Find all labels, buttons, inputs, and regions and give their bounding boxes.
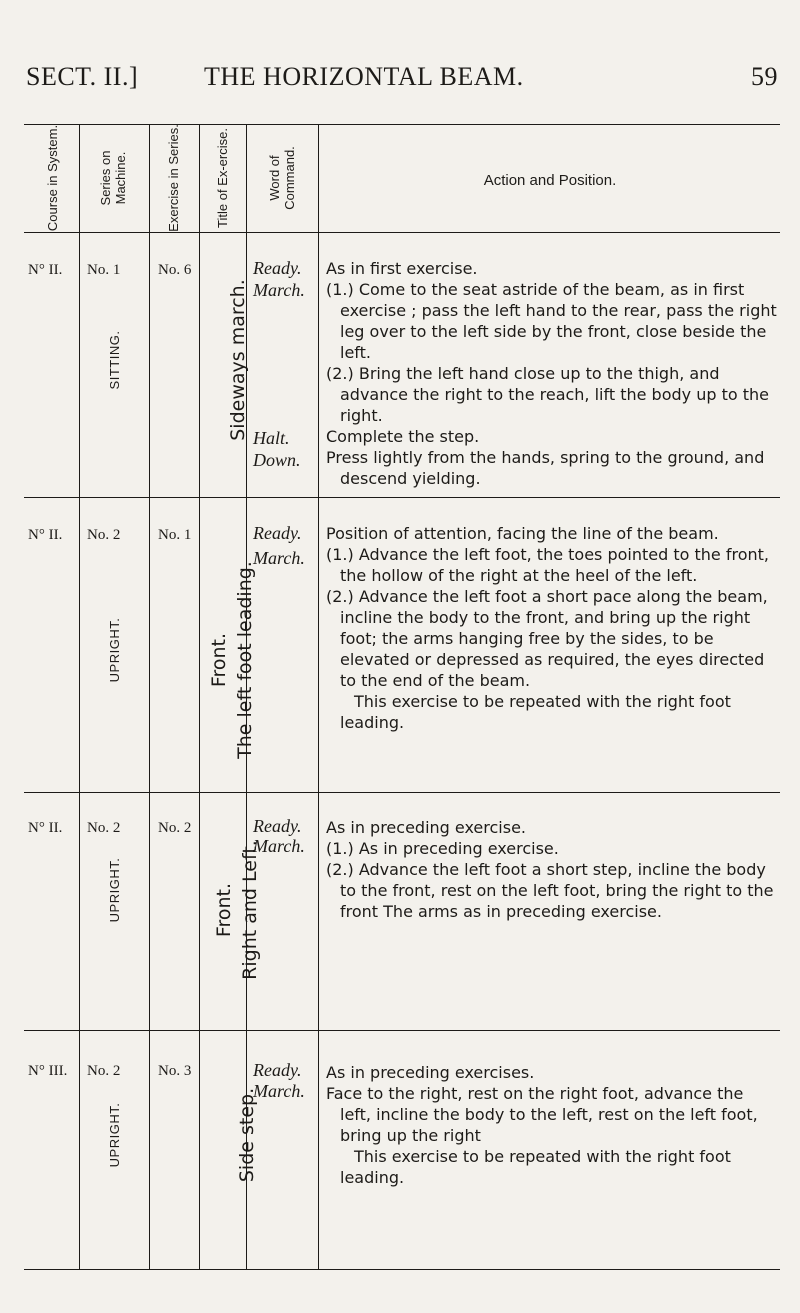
col-divider-3 bbox=[199, 124, 200, 1269]
command-word: March. bbox=[253, 1081, 305, 1101]
page-title: THE HORIZONTAL BEAM. bbox=[204, 62, 524, 91]
series-number: No. 2 bbox=[87, 1063, 121, 1079]
command-word: Ready. bbox=[253, 523, 302, 543]
col-divider-5 bbox=[318, 124, 319, 1269]
header-exercise: Exercise in Series. bbox=[165, 124, 181, 232]
table-bottom-rule bbox=[24, 1269, 780, 1270]
action-line: As in preceding exercises. bbox=[326, 1063, 535, 1082]
series-number: No. 2 bbox=[87, 820, 121, 836]
exercise-title-line: The left foot leading. bbox=[234, 561, 256, 759]
action-line: Complete the step. bbox=[326, 427, 480, 446]
exercise-title bbox=[202, 560, 262, 760]
command-word: Ready. bbox=[253, 258, 302, 278]
header-bottom-rule bbox=[24, 232, 780, 233]
action-line: Position of attention, facing the line of the beam. bbox=[326, 524, 719, 543]
command-word: Ready. bbox=[253, 816, 302, 836]
exercise-title-line: Right and Left. bbox=[239, 840, 261, 980]
action-text bbox=[326, 1062, 778, 1188]
action-line: As in first exercise. bbox=[326, 259, 478, 278]
exercise-title-line: Front. bbox=[208, 632, 230, 688]
series-name: UPRIGHT. bbox=[106, 1102, 122, 1168]
action-line: (1.) As in preceding exercise. bbox=[326, 839, 559, 858]
header-command: Word of Command. bbox=[267, 146, 297, 210]
command-word: March. bbox=[253, 836, 305, 856]
header-course: Course in System. bbox=[44, 124, 60, 232]
series-name: UPRIGHT. bbox=[106, 857, 122, 923]
course-cell: N° II. bbox=[28, 820, 63, 836]
command-word: March. bbox=[253, 280, 305, 300]
exercise-number: No. 6 bbox=[158, 262, 192, 278]
action-text bbox=[326, 523, 778, 733]
action-text bbox=[326, 258, 778, 489]
series-name: UPRIGHT. bbox=[106, 617, 122, 683]
header-series: Series on Machine. bbox=[98, 150, 128, 206]
section-label: SECT. II.] bbox=[26, 62, 139, 91]
course-cell: N° III. bbox=[28, 1063, 68, 1079]
exercise-number: No. 2 bbox=[158, 820, 192, 836]
command-word: Halt. bbox=[253, 428, 290, 448]
action-line: (2.) Advance the left foot a short pace along the beam, incline the body to the front, and bring up the right foot; the arms hanging free by the sides, to be elevated or depressed as required, the eyes directed to the end of the beam. bbox=[326, 587, 768, 690]
action-line: As in preceding exercise. bbox=[326, 818, 527, 837]
exercise-title bbox=[207, 840, 267, 980]
exercise-number: No. 3 bbox=[158, 1063, 192, 1079]
page-number: 59 bbox=[751, 62, 778, 91]
header-action: Action and Position. bbox=[483, 172, 617, 189]
command-word: March. bbox=[253, 548, 305, 568]
series-number: No. 1 bbox=[87, 262, 121, 278]
action-line: Face to the right, rest on the right foot, advance the left, incline the body to the left, rest on the left foot, bring up the right bbox=[326, 1084, 758, 1145]
running-head bbox=[26, 62, 778, 102]
col-divider-1 bbox=[79, 124, 80, 1269]
action-line: This exercise to be repeated with the right foot leading. bbox=[340, 1147, 731, 1187]
col-divider-2 bbox=[149, 124, 150, 1269]
course-cell: N° II. bbox=[28, 262, 63, 278]
row-2-bottom-rule bbox=[24, 792, 780, 793]
action-line: (2.) Bring the left hand close up to the thigh, and advance the right to the reach, lift the body up to the right. bbox=[326, 364, 769, 425]
action-line: Press lightly from the hands, spring to the ground, and descend yielding. bbox=[326, 448, 765, 488]
action-line: (1.) Advance the left foot, the toes pointed to the front, the hollow of the right at the heel of the left. bbox=[326, 545, 769, 585]
action-line: (1.) Come to the seat astride of the beam, as in first exercise ; pass the left hand to the rear, pass the right leg over to the left side by the front, close beside the left. bbox=[326, 280, 777, 362]
exercise-title-line: Side step. bbox=[236, 1087, 258, 1183]
command-word: Ready. bbox=[253, 1060, 302, 1080]
table-top-rule bbox=[24, 124, 780, 125]
series-number: No. 2 bbox=[87, 527, 121, 543]
exercise-number: No. 1 bbox=[158, 527, 192, 543]
header-title: Title of Ex-ercise. bbox=[214, 128, 230, 228]
row-3-bottom-rule bbox=[24, 1030, 780, 1031]
exercise-title bbox=[218, 280, 258, 440]
exercise-title-line: Sideways march. bbox=[227, 279, 249, 441]
exercise-title-line: Front. bbox=[213, 882, 235, 938]
action-line: This exercise to be repeated with the right foot leading. bbox=[340, 692, 731, 732]
action-line: (2.) Advance the left foot a short step, incline the body to the front, rest on the left foot, bring the right to the front The arms as in preceding exercise. bbox=[326, 860, 774, 921]
series-name: SITTING. bbox=[106, 330, 122, 390]
row-1-bottom-rule bbox=[24, 497, 780, 498]
course-cell: N° II. bbox=[28, 527, 63, 543]
command-word: Down. bbox=[253, 450, 301, 470]
action-text bbox=[326, 817, 778, 922]
